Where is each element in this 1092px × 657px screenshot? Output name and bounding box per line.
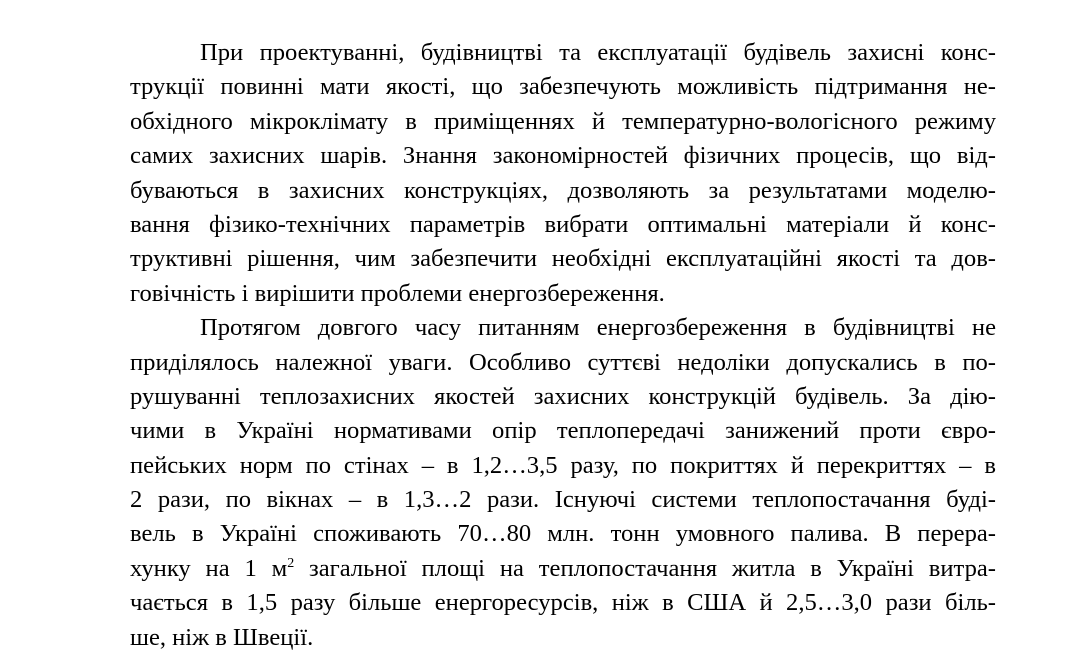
text-line: чими в Україні нормативами опір теплопередачі занижений проти євро- [130, 417, 996, 445]
document-text [130, 36, 996, 655]
text-fragment: хунку на 1 м [130, 554, 288, 582]
text-line: обхідного мікроклімату в приміщеннях й температурно-вологісного режиму [130, 107, 996, 135]
text-line: пейських норм по стінах – в 1,2…3,5 разу, по покриттях й перекриттях – в [130, 451, 996, 479]
text-line: ше, ніж в Швеції. [130, 623, 314, 651]
text-line: трукції повинні мати якості, що забезпечують можливість підтримання не- [130, 73, 996, 101]
text-line: приділялось належної уваги. Особливо суттєві недоліки допускались в по- [130, 348, 996, 376]
text-line: самих захисних шарів. Знання закономірностей фізичних процесів, що від- [130, 142, 996, 170]
superscript-exponent: 2 [287, 555, 295, 571]
paragraph-energy-design [130, 36, 996, 311]
text-line: Протягом довгого часу питанням енергозбереження в будівництві не [200, 314, 996, 342]
text-line: вання фізико-технічних параметрів вибрати оптимальні матеріали й конс- [130, 210, 996, 238]
text-line: 2 рази, по вікнах – в 1,3…2 рази. Існуючі системи теплопостачання буді- [130, 486, 996, 514]
text-line-with-superscript [130, 552, 996, 586]
text-line: рушуванні теплозахисних якостей захисних конструкцій будівель. За дію- [130, 382, 996, 410]
text-fragment: загальної площі на теплопостачання житла в Україні витра- [294, 554, 996, 582]
text-line: чається в 1,5 разу більше енергоресурсів, ніж в США й 2,5…3,0 рази біль- [130, 589, 996, 617]
text-line: труктивні рішення, чим забезпечити необхідні експлуатаційні якості та дов- [130, 245, 996, 273]
paragraph-energy-saving [130, 311, 996, 655]
text-line: При проектуванні, будівництві та експлуатації будівель захисні конс- [200, 39, 996, 66]
text-line: буваються в захисних конструкціях, дозволяють за результатами моделю- [130, 176, 996, 204]
text-line: говічність і вирішити проблеми енергозбереження. [130, 279, 665, 307]
text-line: вель в Україні споживають 70…80 млн. тонн умовного палива. В перера- [130, 520, 996, 548]
